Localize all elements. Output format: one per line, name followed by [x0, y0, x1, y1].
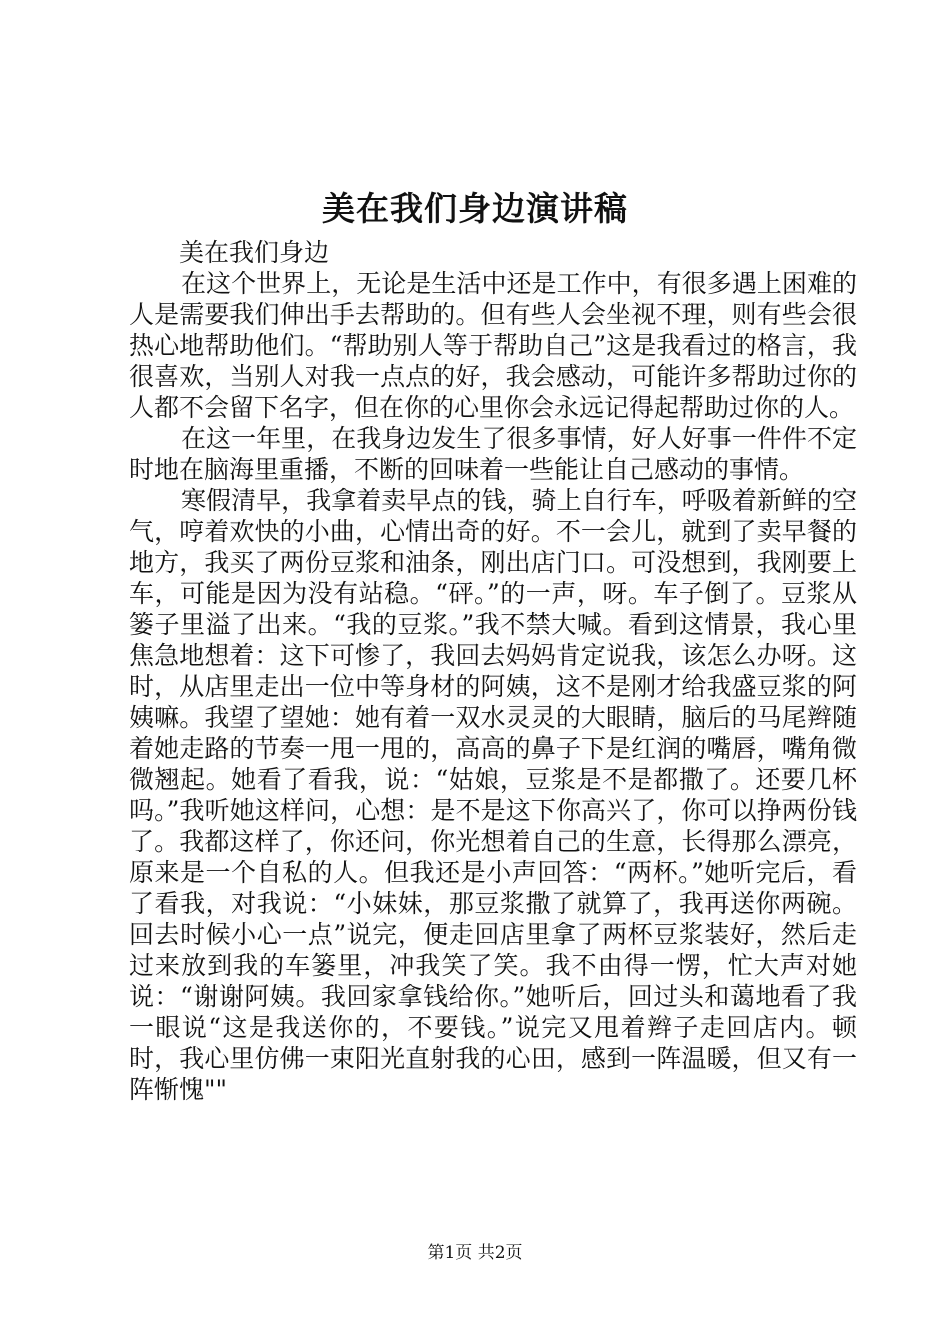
paragraph-3: 寒假清早，我拿着卖早点的钱，骑上自行车，呼吸着新鲜的空气，哼着欢快的小曲，心情出奇的好。不一会儿，就到了卖早餐的地方，我买了两份豆浆和油条，刚出店门口。可没想到，我刚要上车，可能是因为没有站稳。“砰。”的一声，呀。车子倒了。豆浆从篓子里溢了出来。“我的豆浆。”我不禁大喊。看到这情景，我心里焦急地想着：这下可惨了，我回去妈妈肯定说我，该怎么办呀。这时，从店里走出一位中等身材的阿姨，这不是刚才给我盛豆浆的阿姨嘛。我望了望她：她有着一双水灵灵的大眼睛，脑后的马尾辫随着她走路的节奏一甩一甩的，高高的鼻子下是红润的嘴唇，嘴角微微翘起。她看了看我，说：“姑娘，豆浆是不是都撒了。还要几杯吗。”我听她这样问，心想：是不是这下你高兴了，你可以挣两份钱了。我都这样了，你还问，你光想着自己的生意，长得那么漂亮，原来是一个自私的人。但我还是小声回答：“两杯。”她听完后，看了看我，对我说：“小妹妹，那豆浆撒了就算了，我再送你两碗。回去时候小心一点”说完，便走回店里拿了两杯豆浆装好，然后走过来放到我的车篓里，冲我笑了笑。我不由得一愣，忙大声对她说：“谢谢阿姨。我回家拿钱给你。”她听后，回过头和蔼地看了我一眼说“这是我送你的，不要钱。”说完又甩着辫子走回店内。顿时，我心里仿佛一束阳光直射我的心田，感到一阵温暖，但又有一阵惭愧"" [129, 486, 857, 1104]
page-number-label: 第1页 共2页 [427, 1243, 523, 1263]
document-body [129, 237, 857, 1105]
paragraph-2: 在这一年里，在我身边发生了很多事情，好人好事一件件不定时地在脑海里重播，不断的回味着一些能让自己感动的事情。 [129, 424, 857, 484]
document-subtitle: 美在我们身边 [179, 238, 330, 267]
page-footer [0, 1241, 950, 1265]
paragraph-1: 在这个世界上，无论是生活中还是工作中，有很多遇上困难的人是需要我们伸出手去帮助的。但有些人会坐视不理，则有些会很热心地帮助他们。“帮助别人等于帮助自己”这是我看过的格言，我很喜欢，当别人对我一点点的好，我会感动，可能许多帮助过你的人都不会留下名字，但在你的心里你会永远记得起帮助过你的人。 [129, 269, 857, 422]
document-title: 美在我们身边演讲稿 [322, 189, 628, 228]
